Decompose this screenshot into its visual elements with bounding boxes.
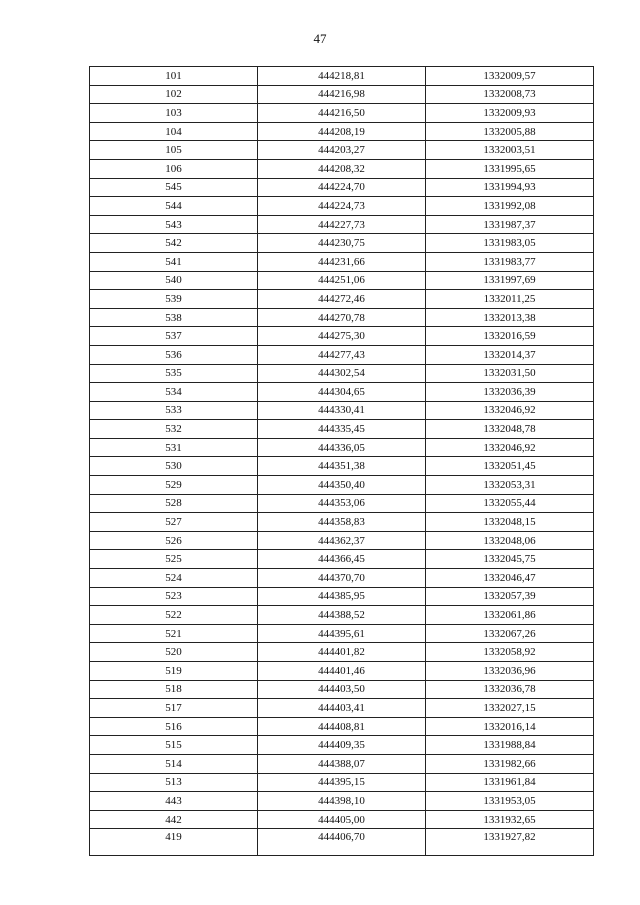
y-coordinate-cell: 1332046,92 [426, 401, 594, 420]
table-row [90, 587, 594, 606]
x-coordinate-cell: 444251,06 [258, 271, 426, 290]
table-row [90, 754, 594, 773]
y-coordinate-cell: 1331997,69 [426, 271, 594, 290]
y-coordinate-cell: 1332011,25 [426, 290, 594, 309]
table-row [90, 345, 594, 364]
y-coordinate-cell: 1331988,84 [426, 736, 594, 755]
point-number-cell: 419 [90, 829, 258, 856]
x-coordinate-cell: 444302,54 [258, 364, 426, 383]
table-row [90, 717, 594, 736]
x-coordinate-cell: 444408,81 [258, 717, 426, 736]
x-coordinate-cell: 444336,05 [258, 438, 426, 457]
y-coordinate-cell: 1331992,08 [426, 197, 594, 216]
point-number-cell: 537 [90, 327, 258, 346]
point-number-cell: 527 [90, 513, 258, 532]
x-coordinate-cell: 444385,95 [258, 587, 426, 606]
y-coordinate-cell: 1332057,39 [426, 587, 594, 606]
point-number-cell: 542 [90, 234, 258, 253]
y-coordinate-cell: 1331927,82 [426, 829, 594, 856]
y-coordinate-cell: 1332053,31 [426, 476, 594, 495]
y-coordinate-cell: 1332016,14 [426, 717, 594, 736]
y-coordinate-cell: 1332031,50 [426, 364, 594, 383]
x-coordinate-cell: 444409,35 [258, 736, 426, 755]
point-number-cell: 101 [90, 67, 258, 86]
y-coordinate-cell: 1332045,75 [426, 550, 594, 569]
y-coordinate-cell: 1332058,92 [426, 643, 594, 662]
x-coordinate-cell: 444270,78 [258, 308, 426, 327]
x-coordinate-cell: 444366,45 [258, 550, 426, 569]
table-row [90, 438, 594, 457]
point-number-cell: 516 [90, 717, 258, 736]
x-coordinate-cell: 444304,65 [258, 383, 426, 402]
y-coordinate-cell: 1332048,78 [426, 420, 594, 439]
x-coordinate-cell: 444388,52 [258, 606, 426, 625]
point-number-cell: 541 [90, 252, 258, 271]
y-coordinate-cell: 1332036,96 [426, 662, 594, 681]
point-number-cell: 534 [90, 383, 258, 402]
point-number-cell: 543 [90, 215, 258, 234]
table-row [90, 773, 594, 792]
y-coordinate-cell: 1332067,26 [426, 624, 594, 643]
table-row [90, 606, 594, 625]
point-number-cell: 103 [90, 104, 258, 123]
x-coordinate-cell: 444208,19 [258, 122, 426, 141]
table-row [90, 457, 594, 476]
x-coordinate-cell: 444335,45 [258, 420, 426, 439]
page-number: 47 [313, 31, 327, 46]
y-coordinate-cell: 1331982,66 [426, 754, 594, 773]
point-number-cell: 442 [90, 810, 258, 829]
table-row [90, 197, 594, 216]
point-number-cell: 545 [90, 178, 258, 197]
point-number-cell: 533 [90, 401, 258, 420]
table-row [90, 159, 594, 178]
x-coordinate-cell: 444406,70 [258, 829, 426, 856]
table-row [90, 680, 594, 699]
y-coordinate-cell: 1332009,93 [426, 104, 594, 123]
point-number-cell: 529 [90, 476, 258, 495]
point-number-cell: 536 [90, 345, 258, 364]
x-coordinate-cell: 444350,40 [258, 476, 426, 495]
y-coordinate-cell: 1331995,65 [426, 159, 594, 178]
x-coordinate-cell: 444403,41 [258, 699, 426, 718]
table-row [90, 513, 594, 532]
table-row [90, 569, 594, 588]
point-number-cell: 521 [90, 624, 258, 643]
coordinates-table-body [90, 67, 594, 856]
x-coordinate-cell: 444388,07 [258, 754, 426, 773]
y-coordinate-cell: 1332016,59 [426, 327, 594, 346]
table-row [90, 792, 594, 811]
point-number-cell: 102 [90, 85, 258, 104]
x-coordinate-cell: 444231,66 [258, 252, 426, 271]
point-number-cell: 535 [90, 364, 258, 383]
table-row [90, 327, 594, 346]
point-number-cell: 515 [90, 736, 258, 755]
x-coordinate-cell: 444230,75 [258, 234, 426, 253]
x-coordinate-cell: 444224,70 [258, 178, 426, 197]
table-row [90, 308, 594, 327]
x-coordinate-cell: 444275,30 [258, 327, 426, 346]
point-number-cell: 519 [90, 662, 258, 681]
point-number-cell: 540 [90, 271, 258, 290]
y-coordinate-cell: 1332013,38 [426, 308, 594, 327]
x-coordinate-cell: 444395,15 [258, 773, 426, 792]
x-coordinate-cell: 444224,73 [258, 197, 426, 216]
y-coordinate-cell: 1332014,37 [426, 345, 594, 364]
x-coordinate-cell: 444405,00 [258, 810, 426, 829]
table-row [90, 141, 594, 160]
x-coordinate-cell: 444203,27 [258, 141, 426, 160]
table-row [90, 364, 594, 383]
point-number-cell: 517 [90, 699, 258, 718]
y-coordinate-cell: 1332048,15 [426, 513, 594, 532]
y-coordinate-cell: 1332036,78 [426, 680, 594, 699]
point-number-cell: 520 [90, 643, 258, 662]
table-row [90, 67, 594, 86]
point-number-cell: 523 [90, 587, 258, 606]
y-coordinate-cell: 1332061,86 [426, 606, 594, 625]
table-row [90, 271, 594, 290]
y-coordinate-cell: 1332036,39 [426, 383, 594, 402]
table-row [90, 290, 594, 309]
x-coordinate-cell: 444216,98 [258, 85, 426, 104]
y-coordinate-cell: 1331961,84 [426, 773, 594, 792]
point-number-cell: 532 [90, 420, 258, 439]
y-coordinate-cell: 1332046,47 [426, 569, 594, 588]
x-coordinate-cell: 444398,10 [258, 792, 426, 811]
table-row [90, 624, 594, 643]
table-row [90, 85, 594, 104]
y-coordinate-cell: 1332003,51 [426, 141, 594, 160]
x-coordinate-cell: 444370,70 [258, 569, 426, 588]
y-coordinate-cell: 1331987,37 [426, 215, 594, 234]
table-row [90, 252, 594, 271]
table-row [90, 383, 594, 402]
x-coordinate-cell: 444227,73 [258, 215, 426, 234]
table-row [90, 810, 594, 829]
point-number-cell: 104 [90, 122, 258, 141]
table-row [90, 178, 594, 197]
point-number-cell: 538 [90, 308, 258, 327]
table-row [90, 122, 594, 141]
y-coordinate-cell: 1332046,92 [426, 438, 594, 457]
x-coordinate-cell: 444401,46 [258, 662, 426, 681]
y-coordinate-cell: 1332008,73 [426, 85, 594, 104]
x-coordinate-cell: 444403,50 [258, 680, 426, 699]
x-coordinate-cell: 444330,41 [258, 401, 426, 420]
x-coordinate-cell: 444362,37 [258, 531, 426, 550]
y-coordinate-cell: 1332055,44 [426, 494, 594, 513]
x-coordinate-cell: 444208,32 [258, 159, 426, 178]
table-row [90, 401, 594, 420]
x-coordinate-cell: 444353,06 [258, 494, 426, 513]
table-row [90, 104, 594, 123]
y-coordinate-cell: 1332005,88 [426, 122, 594, 141]
point-number-cell: 514 [90, 754, 258, 773]
table-row [90, 643, 594, 662]
table-row [90, 476, 594, 495]
point-number-cell: 524 [90, 569, 258, 588]
table-row [90, 829, 594, 856]
table-row [90, 699, 594, 718]
point-number-cell: 544 [90, 197, 258, 216]
table-row [90, 736, 594, 755]
table-row [90, 662, 594, 681]
coordinates-table [89, 66, 594, 856]
table-row [90, 531, 594, 550]
table-row [90, 494, 594, 513]
x-coordinate-cell: 444395,61 [258, 624, 426, 643]
x-coordinate-cell: 444216,50 [258, 104, 426, 123]
y-coordinate-cell: 1332009,57 [426, 67, 594, 86]
x-coordinate-cell: 444277,43 [258, 345, 426, 364]
point-number-cell: 531 [90, 438, 258, 457]
y-coordinate-cell: 1331953,05 [426, 792, 594, 811]
y-coordinate-cell: 1331994,93 [426, 178, 594, 197]
table-row [90, 215, 594, 234]
point-number-cell: 526 [90, 531, 258, 550]
x-coordinate-cell: 444351,38 [258, 457, 426, 476]
point-number-cell: 513 [90, 773, 258, 792]
table-row [90, 420, 594, 439]
x-coordinate-cell: 444272,46 [258, 290, 426, 309]
y-coordinate-cell: 1332048,06 [426, 531, 594, 550]
point-number-cell: 539 [90, 290, 258, 309]
y-coordinate-cell: 1332051,45 [426, 457, 594, 476]
y-coordinate-cell: 1331983,77 [426, 252, 594, 271]
y-coordinate-cell: 1331983,05 [426, 234, 594, 253]
x-coordinate-cell: 444358,83 [258, 513, 426, 532]
point-number-cell: 525 [90, 550, 258, 569]
point-number-cell: 530 [90, 457, 258, 476]
table-row [90, 234, 594, 253]
point-number-cell: 443 [90, 792, 258, 811]
point-number-cell: 518 [90, 680, 258, 699]
point-number-cell: 528 [90, 494, 258, 513]
table-row [90, 550, 594, 569]
x-coordinate-cell: 444401,82 [258, 643, 426, 662]
y-coordinate-cell: 1332027,15 [426, 699, 594, 718]
point-number-cell: 106 [90, 159, 258, 178]
point-number-cell: 522 [90, 606, 258, 625]
x-coordinate-cell: 444218,81 [258, 67, 426, 86]
y-coordinate-cell: 1331932,65 [426, 810, 594, 829]
point-number-cell: 105 [90, 141, 258, 160]
